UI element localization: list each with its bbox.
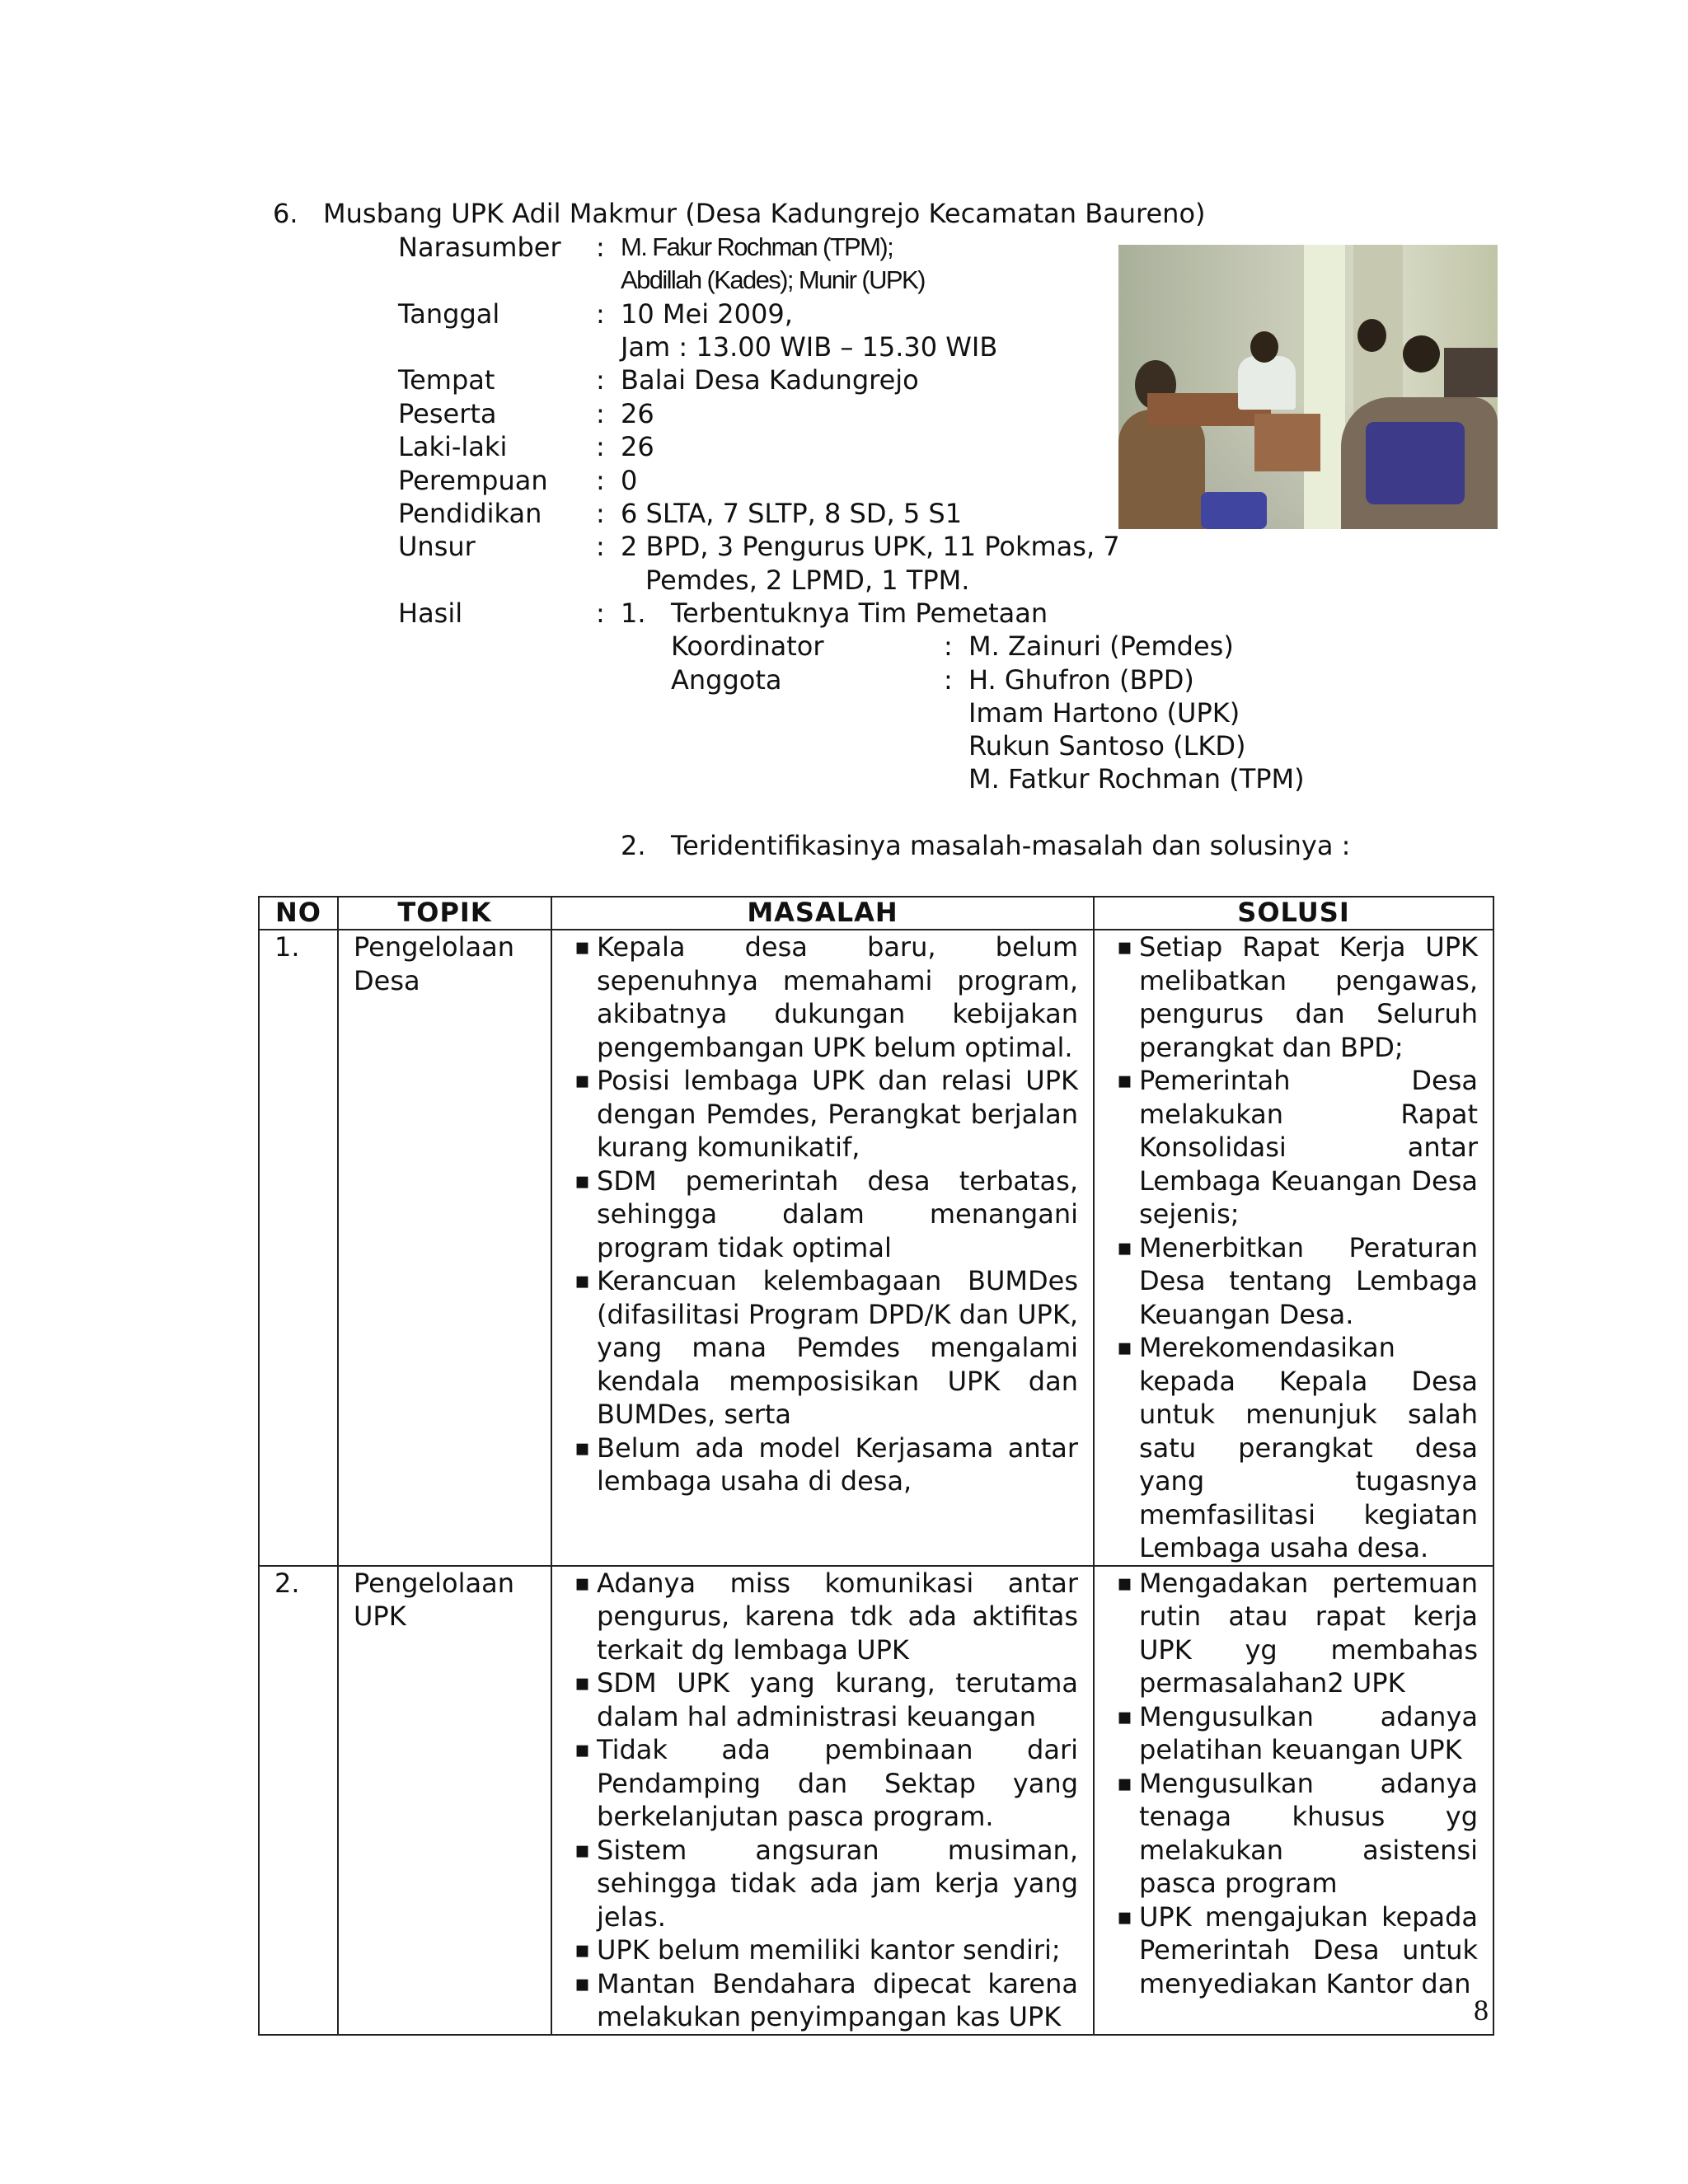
label-perempuan: Perempuan [398,465,548,496]
anggota-member: M. Fatkur Rochman (TPM) [968,763,1305,794]
masalah-item: ▪ Posisi lembaga UPK dan relasi UPK dengan Pemdes, Perangkat berjalan kurang komunikatif, [575,1064,1078,1165]
masalah-item: ▪ SDM pemerintah desa terbatas, sehingga dalam menangani program tidak optimal [575,1165,1078,1265]
label-unsur: Unsur [398,531,476,562]
row-solusi [1094,930,1493,1566]
masalah-item: ▪ Kerancuan kelembagaan BUMDes (difasilitasi Program DPD/K dan UPK, yang mana Pemdes mengalami kendala memposisikan UPK dan BUMDes, serta [575,1264,1078,1432]
solusi-item: ▪ Mengusulkan adanya tenaga khusus yg melakukan asistensi pasca program [1118,1767,1478,1900]
section-number: 6. [273,198,298,229]
row-number: 1. [259,930,338,1566]
masalah-item: ▪ UPK belum memiliki kantor sendiri; [575,1933,1078,1967]
colon: : [596,398,605,429]
label-pendidikan: Pendidikan [398,498,542,529]
solusi-item: ▪ Pemerintah Desa melakukan Rapat Konsolidasi antar Lembaga Keuangan Desa sejenis; [1118,1064,1478,1231]
masalah-item: ▪ SDM UPK yang kurang, terutama dalam hal administrasi keuangan [575,1666,1078,1733]
colon: : [944,664,953,696]
colon: : [596,298,605,330]
label-laki-laki: Laki-laki [398,431,508,462]
anggota-member: Imam Hartono (UPK) [968,697,1240,729]
masalah-item: ▪ Sistem angsuran musiman, sehingga tidak ada jam kerja yang jelas. [575,1834,1078,1934]
colon: : [596,531,605,562]
table-row [259,1566,1493,2035]
label-tempat: Tempat [398,364,495,396]
row-masalah [551,930,1094,1566]
topik-line: Pengelolaan [354,1567,514,1599]
solusi-item: ▪ Mengusulkan adanya pelatihan keuangan UPK [1118,1700,1478,1767]
value-unsur-1: 2 BPD, 3 Pengurus UPK, 11 Pokmas, 7 [621,531,1120,562]
koordinator-value: M. Zainuri (Pemdes) [968,630,1234,662]
value-pendidikan: 6 SLTA, 7 SLTP, 8 SD, 5 S1 [621,498,963,529]
colon: : [596,364,605,396]
value-narasumber-1: M. Fakur Rochman (TPM); [621,232,893,261]
table-header-row [259,897,1493,930]
colon: : [596,465,605,496]
solusi-item: ▪ Merekomendasikan kepada Kepala Desa untuk menunjuk salah satu perangkat desa yang tugasnya memfasilitasi kegiatan Lembaga usaha desa. [1118,1331,1478,1565]
value-peserta: 26 [621,398,654,429]
problems-solutions-table [258,896,1494,2036]
hasil-item-number: 2. [621,830,646,861]
masalah-item: ▪ Tidak ada pembinaan dari Pendamping dan Sektap yang berkelanjutan pasca program. [575,1733,1078,1834]
value-unsur-2: Pemdes, 2 LPMD, 1 TPM. [645,565,970,596]
label-narasumber: Narasumber [398,232,561,263]
koordinator-label: Koordinator [671,630,824,662]
colon: : [596,598,605,629]
header-solusi: SOLUSI [1094,897,1493,930]
section-title: Musbang UPK Adil Makmur (Desa Kadungrejo Kecamatan Baureno) [323,198,1206,229]
solusi-item: ▪ UPK mengajukan kepada Pemerintah Desa untuk menyediakan Kantor dan [1118,1900,1478,2001]
solusi-item: ▪ Mengadakan pertemuan rutin atau rapat kerja UPK yg membahas permasalahan2 UPK [1118,1567,1478,1700]
header-topik: TOPIK [338,897,551,930]
value-narasumber-2: Abdillah (Kades); Munir (UPK) [621,265,925,294]
anggota-label: Anggota [671,664,782,696]
value-tempat: Balai Desa Kadungrejo [621,364,919,396]
meeting-photo [1118,245,1498,529]
row-topik [338,930,551,1566]
hasil-item-title: Terbentuknya Tim Pemetaan [671,598,1048,629]
row-solusi [1094,1566,1493,2035]
masalah-item: ▪ Mantan Bendahara dipecat karena melakukan penyimpangan kas UPK [575,1967,1078,2034]
masalah-item: ▪ Belum ada model Kerjasama antar lembaga usaha di desa, [575,1432,1078,1498]
row-topik [338,1566,551,2035]
masalah-item: ▪ Adanya miss komunikasi antar pengurus, karena tdk ada aktifitas terkait dg lembaga UPK [575,1567,1078,1667]
hasil-item-title: Teridentifikasinya masalah-masalah dan solusinya : [671,830,1351,861]
colon: : [596,431,605,462]
value-perempuan: 0 [621,465,638,496]
colon: : [944,630,953,662]
colon: : [596,232,605,263]
page-number: 8 [1474,1994,1489,2027]
label-peserta: Peserta [398,398,497,429]
row-masalah [551,1566,1094,2035]
topik-line: Desa [354,964,420,996]
colon: : [596,498,605,529]
header-masalah: MASALAH [551,897,1094,930]
hasil-item-number: 1. [621,598,646,629]
value-tanggal-time: Jam : 13.00 WIB – 15.30 WIB [621,331,998,363]
anggota-member: Rukun Santoso (LKD) [968,730,1246,762]
solusi-item: ▪ Setiap Rapat Kerja UPK melibatkan pengawas, pengurus dan Seluruh perangkat dan BPD; [1118,930,1478,1064]
table-row [259,930,1493,1566]
masalah-item: ▪ Kepala desa baru, belum sepenuhnya memahami program, akibatnya dukungan kebijakan pengembangan UPK belum optimal. [575,930,1078,1064]
anggota-member: H. Ghufron (BPD) [968,664,1194,696]
label-hasil: Hasil [398,598,463,629]
solusi-item: ▪ Menerbitkan Peraturan Desa tentang Lembaga Keuangan Desa. [1118,1231,1478,1332]
value-laki-laki: 26 [621,431,654,462]
topik-line: Pengelolaan [354,931,514,963]
value-tanggal-date: 10 Mei 2009, [621,298,793,330]
header-no: NO [259,897,338,930]
topik-line: UPK [354,1601,406,1632]
label-tanggal: Tanggal [398,298,500,330]
row-number: 2. [259,1566,338,2035]
